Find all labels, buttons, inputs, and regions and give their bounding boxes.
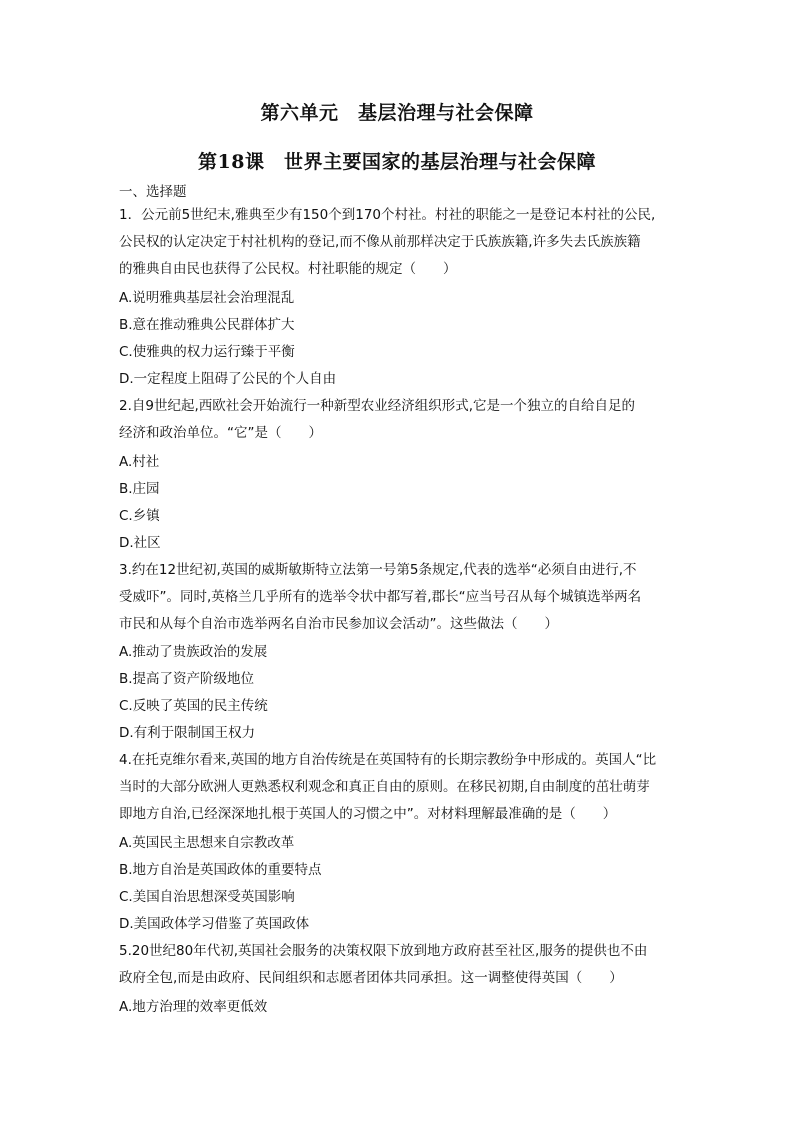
- q3-stem-line-1: 3.约在12世纪初,英国的威斯敏斯特立法第一号第5条规定,代表的选举“必须自由进行,不: [119, 562, 637, 578]
- q1-stem-line-2: 公民权的认定决定于村社机构的登记,而不像从前那样决定于氏族族籍,许多失去氏族族籍: [119, 234, 641, 250]
- q2-option-c: C.乡镇: [119, 508, 160, 524]
- q4-option-b: B.地方自治是英国政体的重要特点: [119, 862, 322, 878]
- q2-option-b: B.庄园: [119, 481, 160, 497]
- q2-stem-line-1: 2.自9世纪起,西欧社会开始流行一种新型农业经济组织形式,它是一个独立的自给自足的: [119, 398, 636, 414]
- unit-title: 第六单元 基层治理与社会保障: [260, 102, 534, 124]
- q1-option-a: A.说明雅典基层社会治理混乱: [119, 290, 295, 306]
- q1-option-b: B.意在推动雅典公民群体扩大: [119, 317, 295, 333]
- q4-stem-line-2: 当时的大部分欧洲人更熟悉权利观念和真正自由的原则。在移民初期,自由制度的茁壮萌芽: [119, 779, 650, 795]
- q1-stem-line-3: 的雅典自由民也获得了公民权。村社职能的规定（ ）: [119, 261, 457, 277]
- q3-option-b: B.提高了资产阶级地位: [119, 671, 255, 687]
- q1-stem-line-1: 1．公元前5世纪末,雅典至少有150个到170个村社。村社的职能之一是登记本村社的公民,: [119, 207, 656, 223]
- q2-option-d: D.社区: [119, 535, 161, 551]
- q2-option-a: A.村社: [119, 454, 160, 470]
- q3-option-d: D.有利于限制国王权力: [119, 725, 256, 741]
- q3-option-c: C.反映了英国的民主传统: [119, 698, 268, 714]
- q5-stem-line-2: 政府全包,而是由政府、民间组织和志愿者团体共同承担。这一调整使得英国（ ）: [119, 970, 623, 986]
- q1-option-d: D.一定程度上阻碍了公民的个人自由: [119, 371, 337, 387]
- lesson-title: 第18课 世界主要国家的基层治理与社会保障: [198, 151, 596, 173]
- q3-stem-line-3: 市民和从每个自治市选举两名自治市民参加议会活动”。这些做法（ ）: [119, 616, 558, 632]
- q5-option-a: A.地方治理的效率更低效: [119, 999, 268, 1015]
- q4-stem-line-3: 即地方自治,已经深深地扎根于英国人的习惯之中”。对材料理解最准确的是（ ）: [119, 806, 617, 822]
- q4-option-c: C.美国自治思想深受英国影响: [119, 889, 295, 905]
- q3-stem-line-2: 受威吓”。同时,英格兰几乎所有的选举令状中都写着,郡长“应当号召从每个城镇选举两名: [119, 589, 642, 605]
- section-heading: 一、选择题: [119, 184, 187, 200]
- q4-option-d: D.美国政体学习借鉴了英国政体: [119, 916, 310, 932]
- q1-option-c: C.使雅典的权力运行臻于平衡: [119, 344, 295, 360]
- q4-stem-line-1: 4.在托克维尔看来,英国的地方自治传统是在英国特有的长期宗教纷争中形成的。英国人“比: [119, 752, 657, 768]
- q4-option-a: A.英国民主思想来自宗教改革: [119, 835, 295, 851]
- q5-stem-line-1: 5.20世纪80年代初,英国社会服务的决策权限下放到地方政府甚至社区,服务的提供也不由: [119, 943, 648, 959]
- q3-option-a: A.推动了贵族政治的发展: [119, 644, 268, 660]
- q2-stem-line-2: 经济和政治单位。“它”是（ ）: [119, 425, 322, 441]
